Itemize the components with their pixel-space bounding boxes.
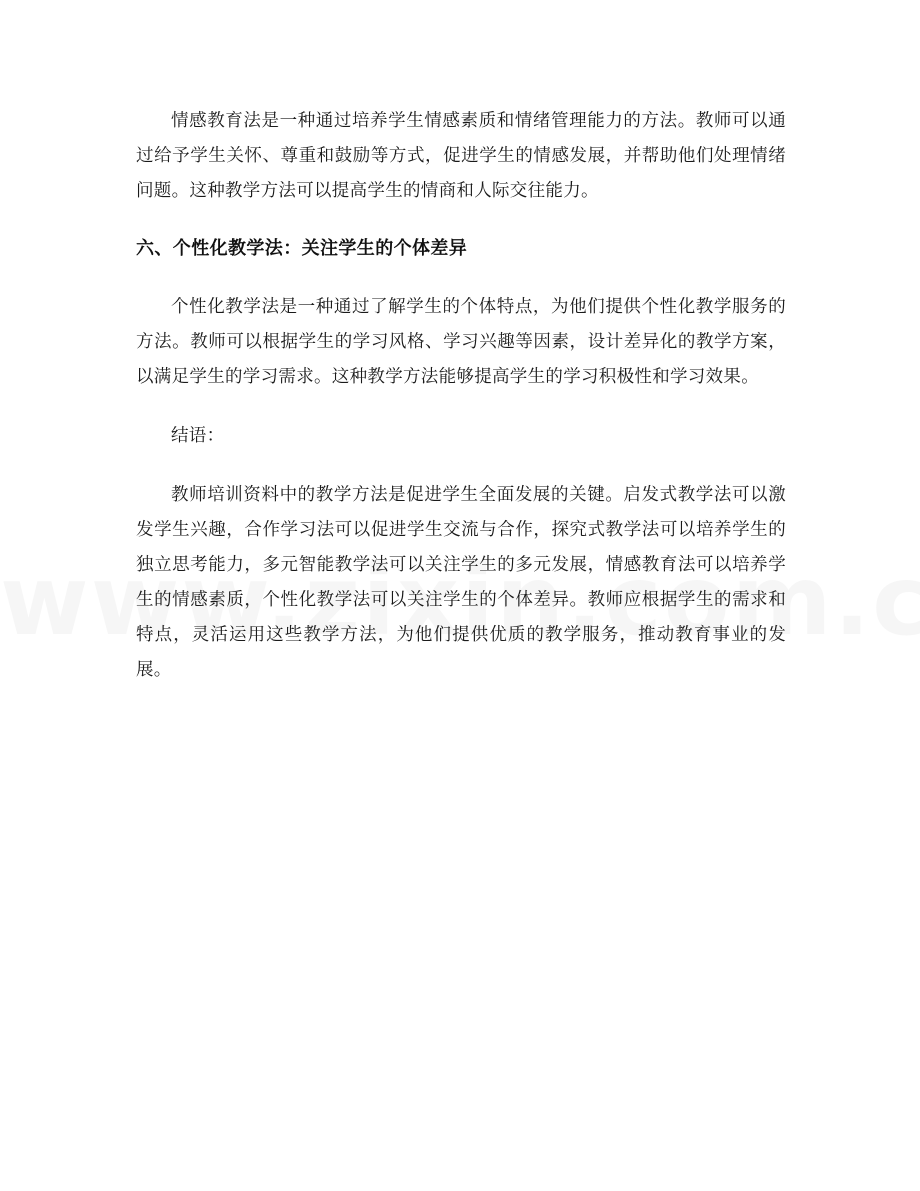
- paragraph-emotional-education: 情感教育法是一种通过培养学生情感素质和情绪管理能力的方法。教师可以通过给予学生关怀、尊重和鼓励等方式，促进学生的情感发展，并帮助他们处理情绪问题。这种教学方法可以提高学生的情商和人际交往能力。: [136, 111, 786, 201]
- paragraph-personalized-teaching: 个性化教学法是一种通过了解学生的个体特点，为他们提供个性化教学服务的方法。教师可以根据学生的学习风格、学习兴趣等因素，设计差异化的教学方案，以满足学生的学习需求。这种教学方法能够提高学生的学习积极性和学习效果。: [136, 297, 786, 387]
- section-heading-personalized-teaching: 六、个性化教学法：关注学生的个体差异: [136, 238, 468, 259]
- document-body: [136, 104, 786, 688]
- paragraph-conclusion: 教师培训资料中的教学方法是促进学生全面发展的关键。启发式教学法可以激发学生兴趣，合作学习法可以促进学生交流与合作，探究式教学法可以培养学生的独立思考能力，多元智能教学法可以关注学生的多元发展，情感教育法可以培养学生的情感素质，个性化教学法可以关注学生的个体差异。教师应根据学生的需求和特点，灵活运用这些教学方法，为他们提供优质的教学服务，推动教育事业的发展。: [136, 485, 786, 680]
- conclusion-label: 结语：: [171, 426, 225, 446]
